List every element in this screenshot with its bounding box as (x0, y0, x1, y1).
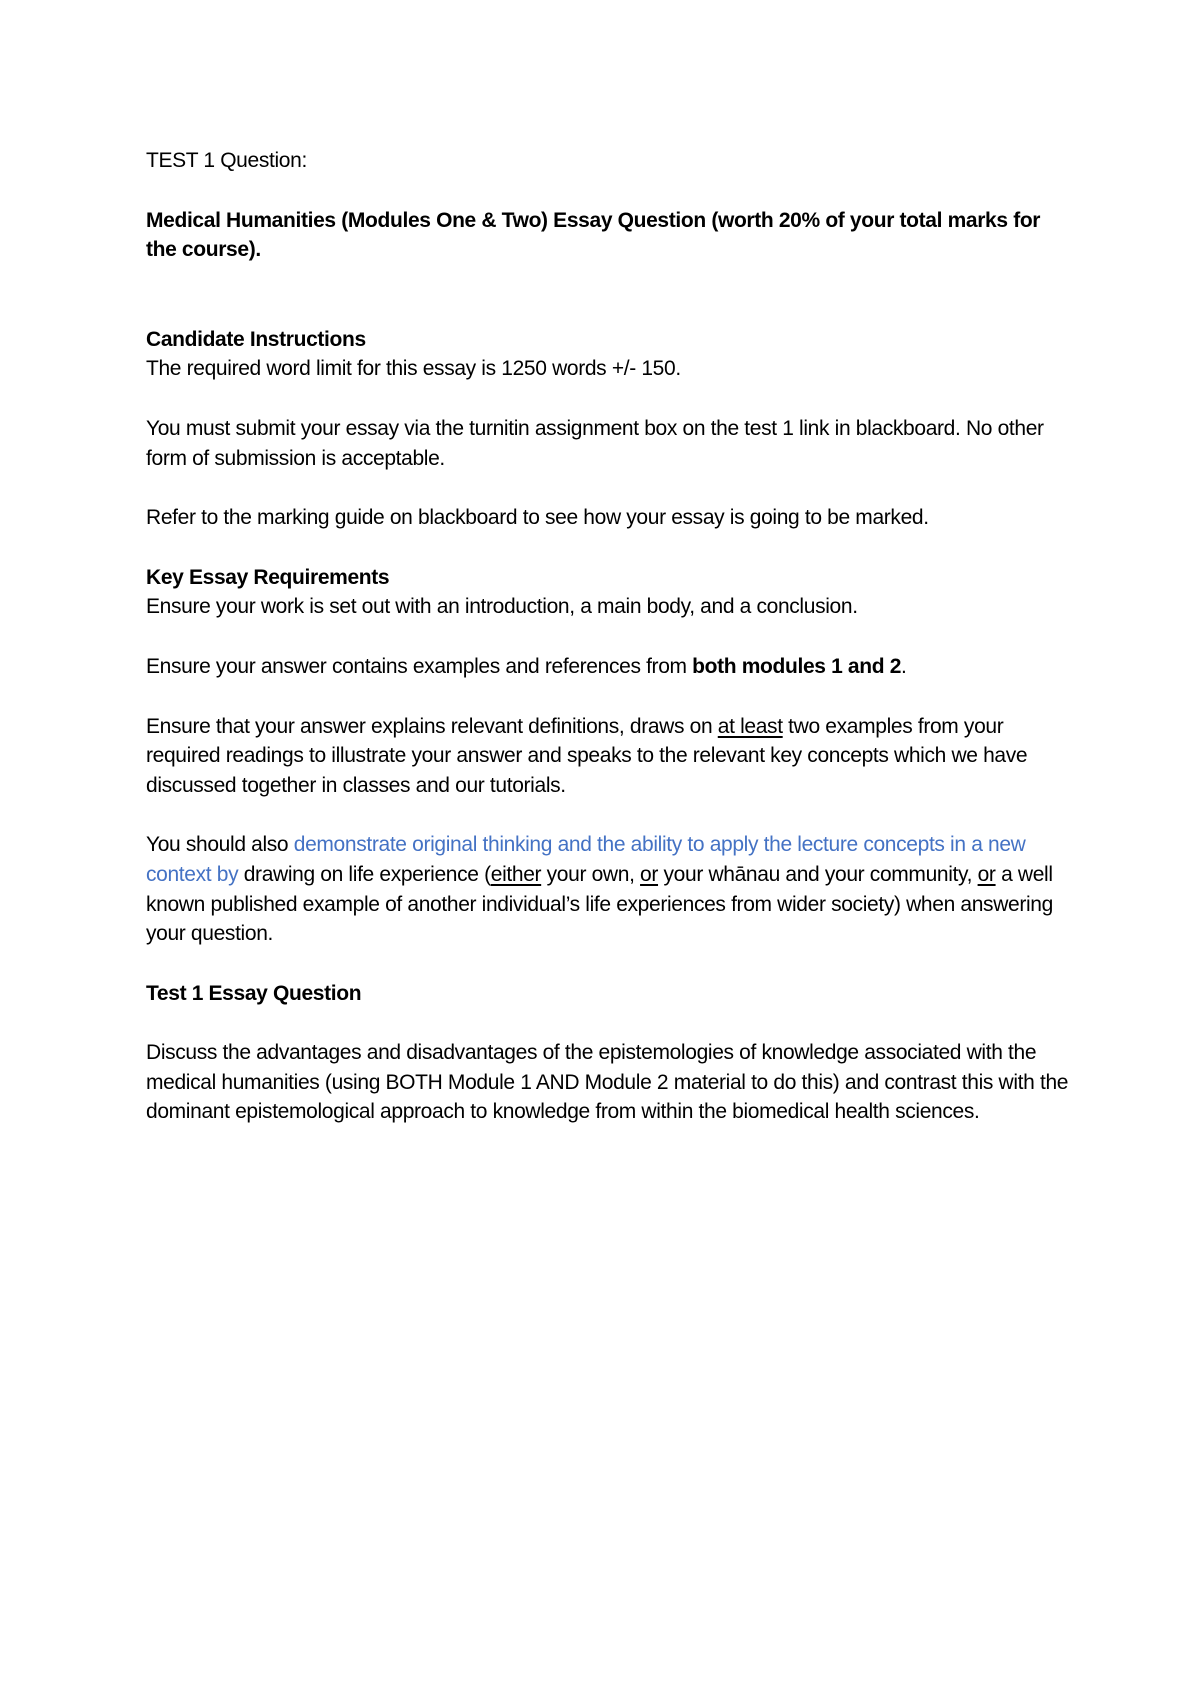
definitions-post: two examples from your required readings to illustrate your answer and speaks to the relevant key concepts which we have discussed together in classes and our tutorials. (146, 714, 1028, 797)
header-line: TEST 1 Question: (146, 149, 307, 172)
original-mid2: your own, (541, 862, 641, 886)
key-requirements-heading: Key Essay Requirements (146, 565, 390, 589)
examples-bold: both modules 1 and 2 (692, 654, 902, 678)
marking-text: Refer to the marking guide on blackboard to see how your essay is going to be marked. (146, 506, 929, 530)
definitions-paragraph (146, 712, 1076, 801)
original-mid3: your whānau and your community, (658, 862, 978, 886)
examples-pre: Ensure your answer contains examples and references from (146, 654, 693, 678)
candidate-instructions-heading: Candidate Instructions (146, 327, 366, 351)
original-pre: You should also (146, 833, 294, 857)
examples-post: . (901, 654, 907, 678)
definitions-underline: at least (717, 714, 783, 738)
original-underline-or-1: or (640, 862, 659, 886)
original-mid1: drawing on life experience ( (238, 862, 491, 886)
essay-question-text: Discuss the advantages and disadvantages of the epistemologies of knowledge associated with the medical humanities (using BOTH Module 1 AND Module 2 material to do this) and contrast this with the dominant epistemological approach to knowledge from within the biomedical health sciences. (146, 1041, 1069, 1124)
original-post: a well known published example of another individual’s life experiences from wider society) when answering your question. (146, 862, 1053, 946)
original-blue: demonstrate original thinking and the ability to apply the lecture concepts in a new context by (146, 833, 1026, 886)
word-limit-text: The required word limit for this essay is 1250 words +/- 150. (146, 357, 681, 381)
submission-text: You must submit your essay via the turnitin assignment box on the test 1 link in blackboard. No other form of submission is acceptable. (146, 416, 1044, 470)
original-underline-or-2: or (977, 862, 996, 886)
examples-paragraph (146, 652, 1076, 682)
original-underline-either: either (490, 862, 542, 886)
document-page (146, 146, 1076, 1157)
document-title: Medical Humanities (Modules One & Two) Essay Question (worth 20% of your total marks for the course). (146, 208, 1041, 262)
essay-question-heading: Test 1 Essay Question (146, 981, 362, 1005)
original-thinking-paragraph (146, 830, 1076, 948)
definitions-pre: Ensure that your answer explains relevant definitions, draws on (146, 714, 718, 738)
structure-text: Ensure your work is set out with an introduction, a main body, and a conclusion. (146, 595, 858, 619)
